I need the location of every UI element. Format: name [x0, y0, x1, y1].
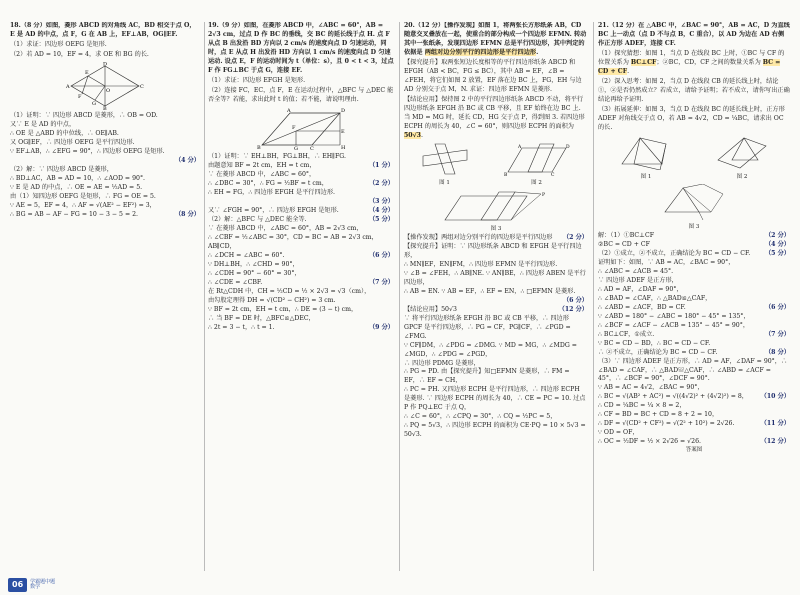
q21-answer-figure-caption: 答案图: [685, 447, 703, 454]
solution-line: ∵ E 是 AD 的中点，∴ OE = AE = ½AD = 5.: [10, 183, 143, 191]
svg-text:D: D: [565, 144, 570, 150]
page-footer: [8, 578, 55, 592]
q21-figure-3-drawing: [659, 184, 729, 222]
solution-line: ∴ BD⊥AC，AB = AD = 10，∴ ∠AOD = 90°.: [10, 174, 146, 182]
q20-head: 20.（12 分）【操作发现】如图 1，将两张长方形纸条 AB，CD 随意交叉叠放在一起，使重合的部分构成一个四边形 EFMN. 转动其中一张纸条，发现四边形 EFMN 总是平行四边形，其中判定的依据是 两组对边分别平行的四边形是平行四边形.: [404, 22, 587, 56]
q20-figure-1-drawing: [421, 142, 469, 176]
q21-head: 21.（12 分）在 △ABC 中，∠BAC = 90°，AB = AC，D 为直线 BC 上一动点（点 D 不与点 B，C 重合），以 AD 为边在 AD 右侧作正方形 ADEF，连接 CF.: [598, 22, 790, 47]
solution-line: ∵ AB = AC = 4√2，∠BAC = 90°，: [598, 384, 704, 392]
q20-solution: [404, 234, 588, 441]
svg-text:B: B: [503, 172, 507, 176]
column-divider: [399, 22, 400, 571]
solution-line: ∵ BF = 2t cm，EH = t cm，∴ DE = (3 − t) cm，: [208, 305, 358, 313]
question-18: [10, 22, 200, 573]
q18-part1: （1）求证：四边形 OEFG 是矩形.: [10, 40, 107, 48]
svg-text:C: C: [550, 172, 554, 176]
column-divider: [593, 22, 594, 571]
solution-line: 又 OG∥EF，∴ 四边形 OEFG 是平行四边形.: [10, 138, 135, 146]
solution-line: 解：（1）①BC⊥CF （2 分）: [598, 231, 790, 239]
q21-figure-3: [598, 184, 790, 232]
question-19: [208, 22, 394, 573]
solution-line: （3 分）: [368, 197, 394, 205]
solution-line: ∴ MN∥EF，EN∥FM，∴ 四边形 EFMN 是平行四边形.: [404, 260, 558, 268]
q21-answer-2: BC = CD + CF: [598, 58, 781, 75]
q19-part2: （2）连接 FC，EC，点 F，E 在运动过程中，△BFC 与 △DEC 能否全等？若能，求出此时 t 的值；若不能，请说明理由.: [208, 86, 394, 103]
svg-text:E: E: [85, 69, 89, 76]
q21-figure-2-caption: 图 2: [736, 173, 748, 180]
solution-line: ∵ ∠ABD = 180° − ∠ABC = 180° − 45° = 135°，: [598, 312, 750, 320]
solution-line: （2）①成立，②不成立，正确结论为 BC = CD − CF. （5 分）: [598, 249, 790, 257]
solution-line: 在 Rt△CDH 中，CH = ½CD = ½ × 2√3 = √3（cm），: [208, 287, 371, 295]
q20-answer-1: 两组对边分别平行的四边形是平行四边形: [424, 48, 537, 56]
solution-line: ∴ PG = PD. 由【探究提升】知□EFMN 是菱形，∴ FM = EF，∴ EF = CH，: [404, 368, 570, 385]
q21-answer-1: BC⊥CF: [630, 58, 657, 66]
solution-line: ∴ 四边形 PDMG 是菱形，: [404, 359, 480, 367]
svg-text:G: G: [294, 145, 298, 151]
q21-figure-2-drawing: [714, 134, 770, 170]
question-20: [404, 22, 588, 573]
q18-part2: （2）若 AD = 10，EF = 4，求 OE 和 BG 的长.: [10, 50, 149, 58]
svg-text:F: F: [292, 124, 296, 131]
solution-line: ∴ AD = AF，∠DAF = 90°，: [598, 285, 683, 293]
q19-head: 19.（9 分）如图，在菱形 ABCD 中，∠ABC = 60°，AB = 2√3 cm，过点 D 作 BC 的垂线，交 BC 的延长线于点 H. 点 F 从点 B 出发沿 BD 方向以 2 cm/s 的速度向点 D 匀速运动，同时，点 E 从点 H 出发沿 HD 方向以 1 cm/s 的速度向点 D 匀速运动. 设点 E，F 的运动时间为 t（单位：s），且 0 < t < 3，过点 F 作 FG⊥BC 于点 G，连接 EF.: [208, 22, 394, 74]
solution-line: 由勾股定理得 DH = √(CD² − CH²) = 3 cm.: [208, 296, 336, 304]
solution-line: 由题意知 BF = 2t cm，EH = t cm， （1 分）: [208, 161, 394, 169]
q21-part2: （2）深入思考：如图 2，当点 D 在线段 CB 的延长线上时，结论①，②是否仍然成立？若成立，请给予证明；若不成立，请你写出正确结论再给予证明.: [598, 77, 790, 103]
svg-text:A: A: [66, 83, 70, 90]
q20-inquiry: 【探究提升】取两张短边长度相等的平行四边形纸条 ABCD 和 EFGH（AB < BC，FG ≤ BC），其中 AB = EF，∠B = ∠FEH，将它们如图 2 放置，EF 落在边 BC 上，FG，EH 与边 AD 分别交于点 M，N. 求证：四边形 EFMN 是菱形.: [404, 58, 582, 93]
solution-line: ∵ 在菱形 ABCD 中，∠ABC = 60°，AB = 2√3 cm，: [208, 224, 363, 232]
solution-line: （4 分）: [174, 156, 200, 164]
q18-solution: [10, 112, 200, 220]
svg-text:A: A: [287, 107, 291, 114]
solution-line: ∴ AB = EN. ∵ AB = EF，∴ EF = EN，∴ □EFMN 是菱形.: [404, 287, 576, 295]
solution-line: ∵ CF∥DM，∴ ∠PDG = ∠DMG. ∵ MD = MG，∴ ∠MDG = ∠MGD，∴ ∠PDG = ∠PGD，: [404, 341, 577, 358]
q20-figure-3: [404, 190, 588, 234]
svg-text:C: C: [140, 83, 144, 90]
solution-line: （1）证明：∵ EH⊥BH，FG⊥BH，∴ EH∥FG.: [208, 152, 346, 160]
solution-line: ∵ 在菱形 ABCD 中，∠ABC = 60°，: [208, 170, 316, 178]
q21-figure-1: [618, 134, 674, 182]
solution-line: ∵ DH⊥BH，∴ ∠CHD = 90°，: [208, 260, 299, 268]
q19-part1: （1）求证：四边形 EFGH 是矩形.: [208, 76, 306, 84]
solution-line: ∴ ∠CDH = 90° − 60° = 30°，: [208, 269, 301, 277]
solution-line: ∴ BC⊥CF，①成立. （7 分）: [598, 330, 790, 338]
solution-line: ∴ ∠C = 60°，∴ ∠CPQ = 30°，∴ CQ = ½PC = 5，: [404, 413, 557, 421]
solution-line: ∴ CF = BD = BC + CD = 8 + 2 = 10，: [598, 411, 719, 419]
solution-line: ∴ ∠ABC = ∠ACB = 45°.: [598, 267, 674, 275]
solution-line: ∴ 当 BF = DE 时，△BFC≌△DEC，: [208, 314, 315, 322]
solution-line: （2）解：△BFC 与 △DEC 能全等. （5 分）: [208, 215, 394, 223]
q21-figure-3-caption: 图 3: [688, 223, 700, 230]
solution-line: 又∵ E 是 AD 的中点，: [10, 120, 76, 128]
q20-figure-1: [421, 142, 469, 188]
svg-text:P: P: [542, 192, 546, 198]
solution-line: ∵ BC = CD − BD，∴ BC = CD − CF.: [598, 339, 711, 347]
solution-line: 【结论应用】50√3 （12 分）: [404, 305, 588, 313]
solution-line: ∴ DF = √(CD² + CF²) = √(2² + 10²) = 2√26. （11 分）: [598, 420, 790, 428]
q20-application: 【结论应用】保持图 2 中的平行四边形纸条 ABCD 不动，将平行四边形纸条 EFGH 沿 BC 或 CB 平移，且 EF 始终在边 BC 上. 当 MD = MG 时，延长 CD，HG 交于点 P，得到图 3. 若四边形 ECPH 的周长为 40，∠C = 60°，则四边形 ECPH 的面积为 50√3.: [404, 95, 585, 139]
solution-line: ∵ AE = 5，EF = 4，∴ AF = √(AE² − EF²) = 3，: [10, 201, 156, 209]
solution-line: ∴ BG = AB − AF − FG = 10 − 3 − 5 = 2. （8 分）: [10, 210, 200, 218]
solution-line: ∴ CD = ¼BC = ¼ × 8 = 2，: [598, 402, 686, 410]
q20-figure-2-caption: 图 2: [531, 179, 542, 186]
svg-text:B: B: [257, 144, 261, 151]
solution-line: ∴ OC = ½DF = ½ × 2√26 = √26. （12 分）: [598, 438, 790, 446]
solution-line: 由（1）知四边形 OEFG 是矩形，∴ FG = OE = 5.: [10, 192, 156, 200]
q21-part1: （1）探究猜想：如图 1，当点 D 在线段 BC 上时，①BC 与 CF 的位置关系为 BC⊥CF；②BC，CD，CF 之间的数量关系为 BC = CD + CF.: [598, 49, 785, 75]
svg-text:A: A: [517, 144, 521, 150]
solution-line: 又∵ ∠FGH = 90°，∴ 四边形 EFGH 是矩形. （4 分）: [208, 206, 394, 214]
q21-figure-1-drawing: [618, 134, 674, 170]
solution-line: ∴ OE 是 △ABD 的中位线，∴ OE∥AB.: [10, 129, 119, 137]
solution-line: ∴ ∠BCF = ∠ACF − ∠ACB = 135° − 45° = 90°，: [598, 321, 750, 329]
solution-line: ②BC = CD + CF （4 分）: [598, 240, 790, 248]
solution-line: ∴ EH = FG，∴ 四边形 EFGH 是平行四边形.: [208, 188, 335, 196]
q20-figure-1-caption: 图 1: [439, 179, 450, 186]
solution-line: ∴ ②不成立，正确结论为 BC = CD − CF. （8 分）: [598, 348, 790, 356]
q20-answer-2: 50√3: [404, 131, 421, 139]
solution-line: ∵ OD = OF，: [598, 429, 639, 437]
q20-figures-row: [404, 142, 588, 188]
solution-line: ∵ 四边形 ADEF 是正方形，: [598, 276, 678, 284]
solution-line: ∴ ∠CDE = ∠CBF. （7 分）: [208, 278, 394, 286]
column-divider: [204, 22, 205, 571]
q20-figure-3-caption: 图 3: [490, 225, 502, 232]
solution-line: ∵ ∠B = ∠FEH，∴ AB∥NE. ∵ AN∥BE，∴ 四边形 ABEN 是平行四边形，: [404, 269, 586, 286]
q20-figure-2-drawing: [502, 142, 572, 176]
q21-part3: （3）拓展延伸：如图 3，当点 D 在线段 BC 的延长线上时，正方形 ADEF 对角线交于点 O，若 AB = 4√2，CD = ¼BC，请求出 OC 的长.: [598, 105, 785, 131]
solution-line: ∴ ∠ABD = ∠ACF，BD = CF. （6 分）: [598, 303, 790, 311]
solution-line: ∵ EF⊥AB，∴ ∠EFG = 90°，∴ 四边形 OEFG 是矩形.: [10, 147, 165, 155]
solution-line: 【操作发现】两组对边分别平行的四边形是平行四边形 （2 分）: [404, 233, 588, 241]
solution-line: ∴ ∠DCH = ∠ABC = 60°. （6 分）: [208, 251, 394, 259]
solution-line: ∴ BC = √(AB² + AC²) = √((4√2)² + (4√2)²) = 8， （10 分）: [598, 393, 790, 401]
solution-line: ∴ ∠DBC = 30°，∴ FG = ½BF = t cm， （2 分）: [208, 179, 394, 187]
q21-figures-row: [598, 134, 790, 182]
solution-line: （2）解：∵ 四边形 ABCD 是菱形，: [10, 165, 113, 173]
question-21: [598, 22, 790, 573]
svg-text:D: D: [103, 61, 108, 68]
svg-text:B: B: [103, 105, 107, 110]
svg-text:H: H: [341, 144, 346, 151]
solution-line: 证明如下：如图，∵ AB = AC，∠BAC = 90°，: [598, 258, 735, 266]
q19-solution: [208, 153, 394, 333]
solution-line: ∴ PC = PH. 又四边形 ECPH 是平行四边形，∴ 四边形 ECPH 是菱形. ∵ 四边形 ECPH 的周长为 40，∴ CE = PC = 10. 过点 P 作 PQ⊥EC 于点 Q，: [404, 386, 586, 412]
q21-figure-2: [714, 134, 770, 182]
solution-line: ∴ 2t = 3 − t，∴ t = 1. （9 分）: [208, 323, 394, 331]
svg-text:G: G: [92, 100, 96, 107]
svg-text:O: O: [106, 87, 111, 94]
q18-rhombus-figure: [65, 62, 145, 110]
solution-line: （6 分）: [562, 296, 588, 304]
svg-text:D: D: [341, 107, 346, 114]
solution-line: ∴ ∠BAD = ∠CAF，∴ △BAD≌△CAF，: [598, 294, 712, 302]
q20-figure-3-drawing: [441, 190, 551, 224]
q21-solution: [598, 232, 790, 448]
page-number: 06: [8, 578, 27, 592]
q18-head: 18.（8 分）如图，菱形 ABCD 的对角线 AC，BD 相交于点 O，E 是 AD 的中点，点 F，G 在 AB 上，EF⊥AB，OG∥EF.: [10, 22, 196, 38]
q20-figure-2: [502, 142, 572, 188]
svg-text:F: F: [78, 93, 82, 100]
q19-rhombus-figure: [256, 107, 346, 151]
svg-text:C: C: [310, 145, 314, 151]
solution-line: ∴ ∠CBF = ½∠ABC = 30°，CD = BC = AB = 2√3 cm，AB∥CD，: [208, 233, 378, 250]
solution-line: ∵ 将平行四边形纸条 EFGH 沿 BC 或 CB 平移，∴ 四边形 GPCF 是平行四边形，∴ PG = CF，PG∥CF，∴ ∠PGD = ∠FMG.: [404, 314, 571, 340]
solution-line: （1）证明：∵ 四边形 ABCD 是菱形，∴ OB = OD.: [10, 111, 158, 119]
solution-line: （3）∵ 四边形 ADEF 是正方形，∴ AD = AF，∠DAF = 90°，∴ ∠BAD = ∠CAF，∴ △BAD≌△CAF，∴ ∠ABD = ∠ACF = 45°，∴ ∠BCF = 90°，∠DCF = 90°.: [598, 357, 788, 383]
svg-text:E: E: [341, 128, 345, 135]
solution-line: ∴ PQ = 5√3，∴ 四边形 ECPH 的面积为 CE·PQ = 10 × 5√3 = 50√3.: [404, 422, 586, 439]
solution-line: 【探究提升】证明：∵ 四边形纸条 ABCD 和 EFGH 是平行四边形，: [404, 242, 582, 259]
brand-label: 学霸题中题 数学: [30, 578, 56, 591]
q21-figure-1-caption: 图 1: [640, 173, 652, 180]
